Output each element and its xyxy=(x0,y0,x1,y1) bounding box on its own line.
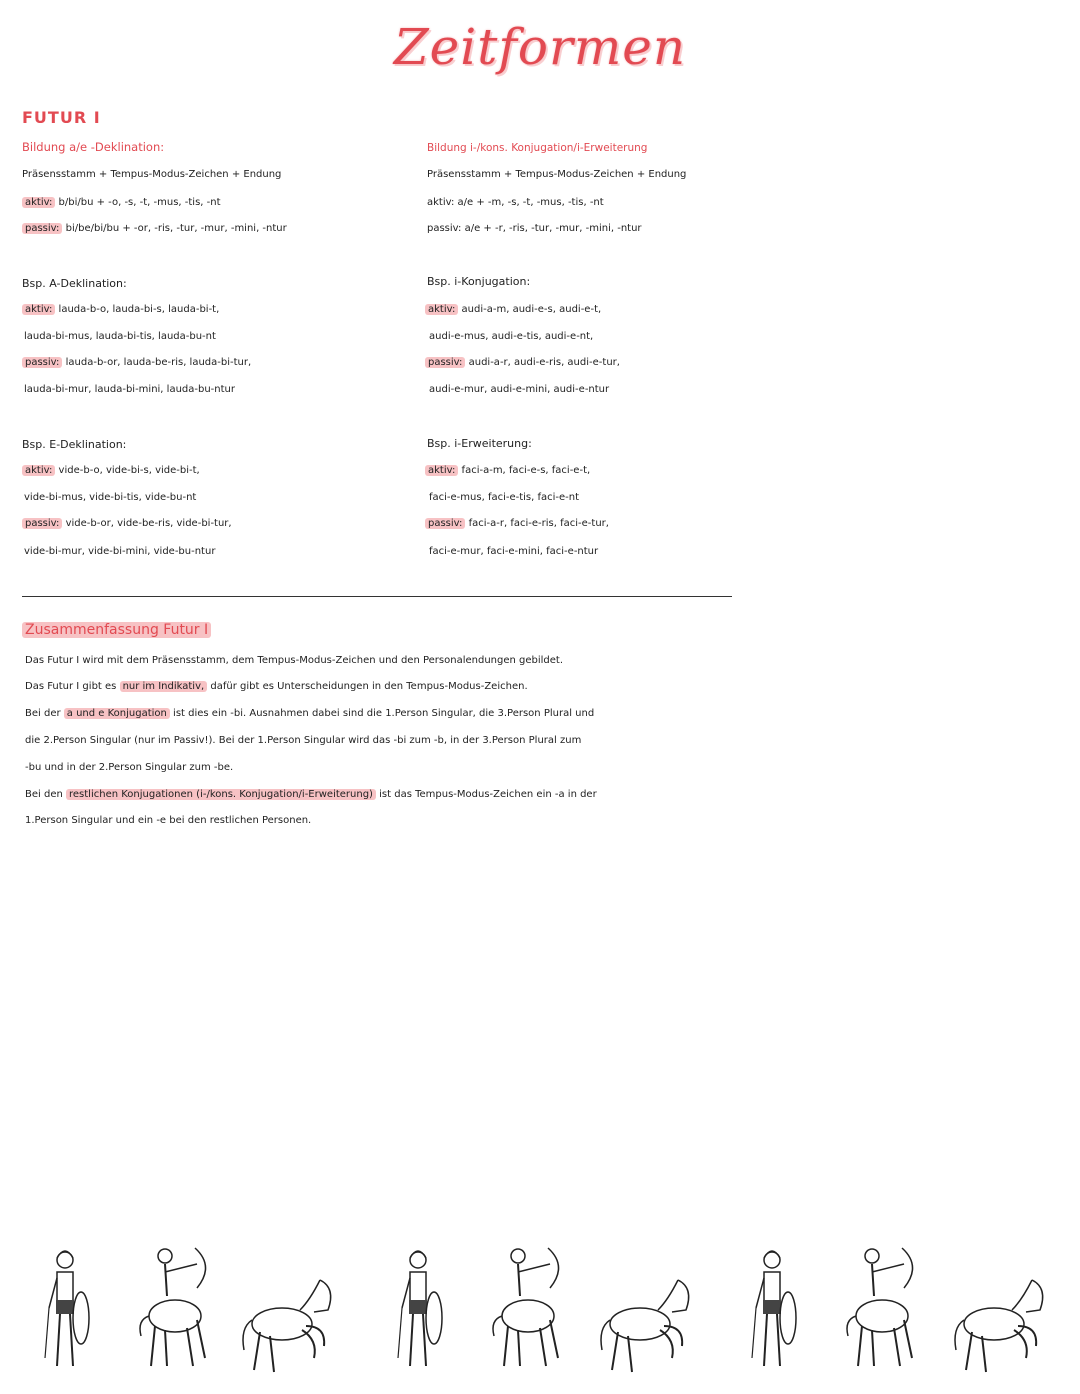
bsp-ie-passiv-2: faci-e-mur, faci-e-mini, faci-e-ntur xyxy=(429,546,599,557)
bsp-i-aktiv-text-1: audi-a-m, audi-e-s, audi-e-t, xyxy=(461,304,602,315)
bildung-ae-aktiv xyxy=(22,197,221,208)
bsp-a-heading: Bsp. A-Deklination: xyxy=(22,277,127,290)
summary-heading xyxy=(22,622,211,638)
figures-row xyxy=(0,1240,1080,1380)
aktiv-label: aktiv: xyxy=(425,304,458,315)
horse-icon xyxy=(243,1280,331,1372)
bsp-ie-passiv-text-1: faci-a-r, faci-e-ris, faci-e-tur, xyxy=(468,518,609,529)
aktiv-label: aktiv: xyxy=(22,304,55,315)
separator-line xyxy=(22,596,732,597)
bsp-i-passiv-text-1: audi-a-r, audi-e-ris, audi-e-tur, xyxy=(468,357,620,368)
summary-line-6-b: ist das Tempus-Modus-Zeichen ein -a in der xyxy=(375,789,597,800)
bildung-i-formula: Präsensstamm + Tempus-Modus-Zeichen + Endung xyxy=(427,169,687,180)
bsp-i-passiv-1 xyxy=(425,357,620,368)
bsp-ie-heading: Bsp. i-Erweiterung: xyxy=(427,437,532,450)
bsp-ie-aktiv-text-1: faci-a-m, faci-e-s, faci-e-t, xyxy=(461,465,591,476)
bsp-e-aktiv-text-1: vide-b-o, vide-bi-s, vide-bi-t, xyxy=(58,465,200,476)
bsp-a-aktiv-2: lauda-bi-mus, lauda-bi-tis, lauda-bu-nt xyxy=(24,331,216,342)
summary-heading-text: Zusammenfassung Futur I xyxy=(22,622,211,638)
summary-line-4: die 2.Person Singular (nur im Passiv!). Bei der 1.Person Singular wird das -bi zum -b, in der 3.Person Plural zum xyxy=(25,735,582,746)
bildung-ae-formula: Präsensstamm + Tempus-Modus-Zeichen + Endung xyxy=(22,169,282,180)
passiv-label: passiv: xyxy=(425,357,465,368)
aktiv-label: aktiv: xyxy=(22,197,55,208)
horse-icon xyxy=(955,1280,1043,1372)
summary-line-6-a: Bei den xyxy=(25,789,66,800)
bildung-ae-heading: Bildung a/e -Deklination: xyxy=(22,140,165,154)
summary-line-3-a: Bei der xyxy=(25,708,64,719)
bsp-ie-passiv-1 xyxy=(425,518,609,529)
summary-line-3 xyxy=(25,708,594,719)
summary-line-3-b: ist dies ein -bi. Ausnahmen dabei sind die 1.Person Singular, die 3.Person Plural und xyxy=(169,708,595,719)
summary-line-2-a: Das Futur I gibt es xyxy=(25,681,120,692)
bsp-ie-aktiv-2: faci-e-mus, faci-e-tis, faci-e-nt xyxy=(429,492,580,503)
summary-line-3-mark: a und e Konjugation xyxy=(64,708,170,719)
summary-line-7: 1.Person Singular und ein -e bei den restlichen Personen. xyxy=(25,815,312,826)
passiv-label: passiv: xyxy=(22,357,62,368)
horse-icon xyxy=(601,1280,689,1372)
bsp-i-heading: Bsp. i-Konjugation: xyxy=(427,275,531,288)
bsp-e-aktiv-2: vide-bi-mus, vide-bi-tis, vide-bu-nt xyxy=(24,492,197,503)
warrior-icon xyxy=(398,1251,442,1366)
summary-line-6 xyxy=(25,789,597,800)
bsp-a-passiv-text-1: lauda-b-or, lauda-be-ris, lauda-bi-tur, xyxy=(65,357,252,368)
aktiv-label: aktiv: xyxy=(425,465,458,476)
passiv-label: passiv: xyxy=(22,223,62,234)
bsp-i-aktiv-1 xyxy=(425,304,601,315)
centaur-archer-icon xyxy=(140,1248,206,1366)
bsp-e-heading: Bsp. E-Deklination: xyxy=(22,438,127,451)
bsp-a-passiv-2: lauda-bi-mur, lauda-bi-mini, lauda-bu-ntur xyxy=(24,384,235,395)
bsp-a-passiv-1 xyxy=(22,357,251,368)
centaur-archer-icon xyxy=(847,1248,913,1366)
bildung-i-heading: Bildung i-/kons. Konjugation/i-Erweiterung xyxy=(427,142,648,154)
bildung-i-passiv: passiv: a/e + -r, -ris, -tur, -mur, -mini, -ntur xyxy=(427,223,642,234)
bsp-e-aktiv-1 xyxy=(22,465,200,476)
bsp-e-passiv-2: vide-bi-mur, vide-bi-mini, vide-bu-ntur xyxy=(24,546,216,557)
summary-line-2-mark: nur im Indikativ, xyxy=(120,681,208,692)
bsp-i-passiv-2: audi-e-mur, audi-e-mini, audi-e-ntur xyxy=(429,384,610,395)
bildung-ae-passiv xyxy=(22,223,287,234)
bsp-e-passiv-1 xyxy=(22,518,232,529)
summary-line-2 xyxy=(25,681,528,692)
bsp-e-passiv-text-1: vide-b-or, vide-be-ris, vide-bi-tur, xyxy=(65,518,232,529)
page-title: Zeitformen xyxy=(393,18,687,76)
bsp-ie-aktiv-1 xyxy=(425,465,590,476)
section-title: FUTUR I xyxy=(22,108,101,127)
aktiv-text: b/bi/bu + -o, -s, -t, -mus, -tis, -nt xyxy=(58,197,221,208)
aktiv-label: aktiv: xyxy=(22,465,55,476)
warrior-icon xyxy=(752,1251,796,1366)
passiv-text: bi/be/bi/bu + -or, -ris, -tur, -mur, -mini, -ntur xyxy=(65,223,287,234)
warrior-icon xyxy=(45,1251,89,1366)
summary-line-1: Das Futur I wird mit dem Präsensstamm, dem Tempus-Modus-Zeichen und den Personalendungen gebildet. xyxy=(25,655,564,666)
passiv-label: passiv: xyxy=(425,518,465,529)
summary-line-5: -bu und in der 2.Person Singular zum -be. xyxy=(25,762,234,773)
passiv-label: passiv: xyxy=(22,518,62,529)
summary-line-2-b: dafür gibt es Unterscheidungen in den Tempus-Modus-Zeichen. xyxy=(207,681,528,692)
bsp-i-aktiv-2: audi-e-mus, audi-e-tis, audi-e-nt, xyxy=(429,331,594,342)
bildung-i-aktiv: aktiv: a/e + -m, -s, -t, -mus, -tis, -nt xyxy=(427,197,604,208)
centaur-archer-icon xyxy=(493,1248,559,1366)
summary-line-6-mark: restlichen Konjugationen (i-/kons. Konjugation/i-Erweiterung) xyxy=(66,789,376,800)
bsp-a-aktiv-text-1: lauda-b-o, lauda-bi-s, lauda-bi-t, xyxy=(58,304,220,315)
bsp-a-aktiv-1 xyxy=(22,304,219,315)
